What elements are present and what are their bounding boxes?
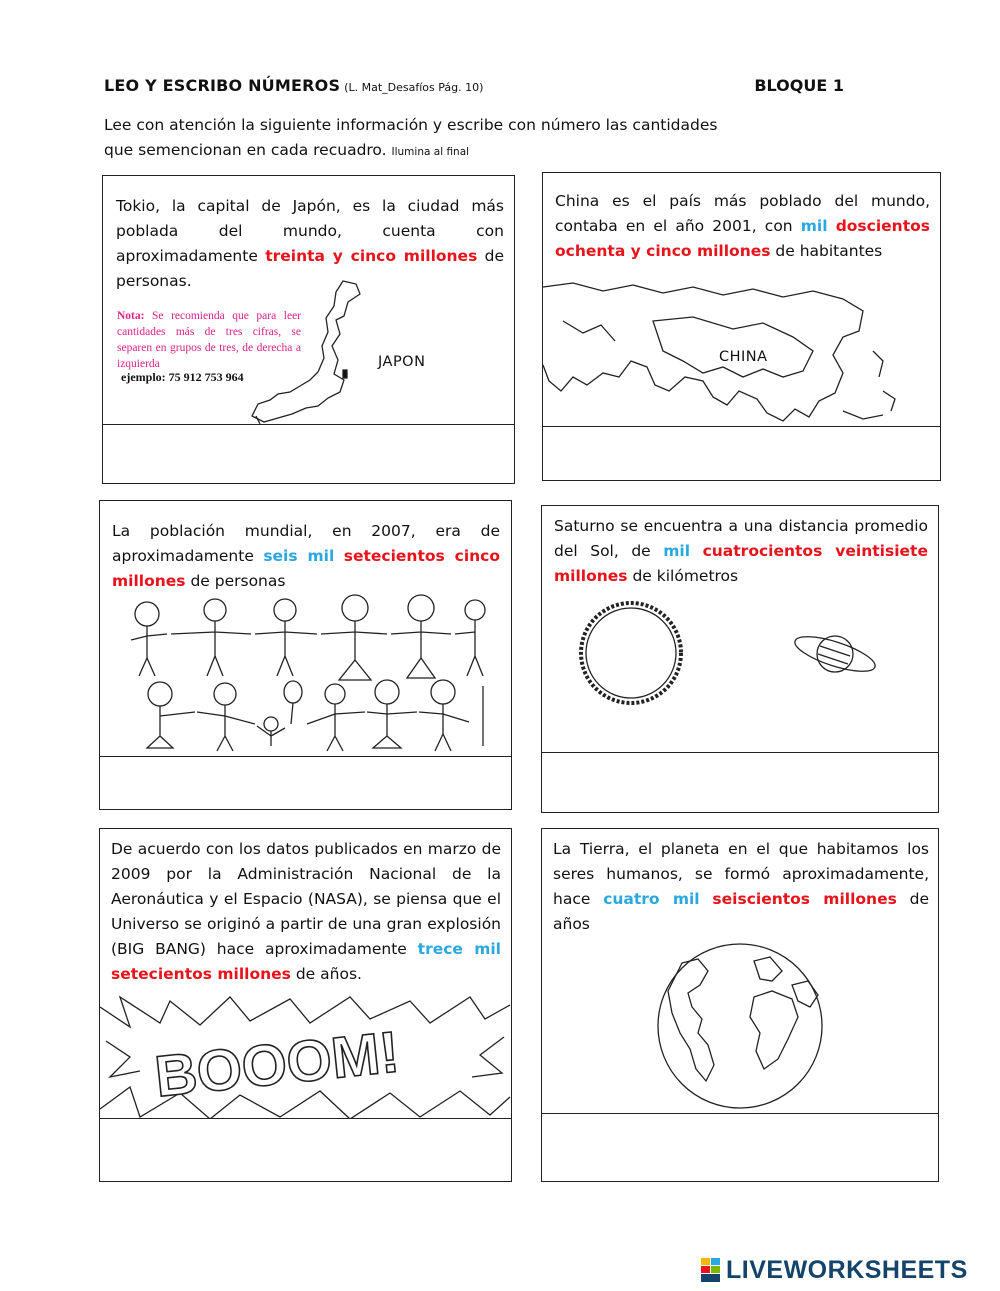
card-tokyo-post: de personas. xyxy=(116,247,504,290)
answer-box-universe[interactable] xyxy=(100,1118,511,1181)
card-saturn-pre: Saturno se encuentra a una distancia promedio del Sol, de xyxy=(554,517,928,560)
card-earth-quantity-blue: cuatro mil xyxy=(603,890,700,908)
answer-box-earth[interactable] xyxy=(542,1113,938,1181)
card-saturn-text xyxy=(554,514,928,589)
answer-box-china[interactable] xyxy=(543,426,940,480)
block-label: BLOQUE 1 xyxy=(754,76,844,95)
card-saturn-quantity-blue: mil xyxy=(663,542,691,560)
japan-map-icon xyxy=(248,276,368,424)
page-title: LEO Y ESCRIBO NÚMEROS xyxy=(104,76,341,95)
card-earth-text xyxy=(553,837,929,937)
sun-icon xyxy=(576,598,686,708)
instructions-line-1: Lee con atención la siguiente información y escribe con número las cantidades xyxy=(104,116,718,134)
card-china-text xyxy=(555,189,930,264)
card-world xyxy=(99,500,512,810)
header xyxy=(104,76,844,100)
people-holding-hands-icon xyxy=(125,596,495,751)
map-label-japan: JAPON xyxy=(378,354,426,370)
card-china-quantity-blue: mil xyxy=(800,217,828,235)
card-china-pre: China es el país más poblado del mundo, contaba en el año 2001, con xyxy=(555,192,930,235)
card-saturn-quantity-red: cuatrocientos veintisiete millones xyxy=(554,542,928,585)
card-world-text xyxy=(112,519,500,594)
card-universe-quantity-blue: trece mil xyxy=(417,940,501,958)
card-tokyo-quantity: treinta y cinco millones xyxy=(265,247,478,265)
saturn-icon xyxy=(790,624,880,684)
note-label: Nota: xyxy=(117,310,145,322)
answer-box-world[interactable] xyxy=(100,756,511,809)
liveworksheets-logo[interactable] xyxy=(700,1256,968,1284)
card-earth xyxy=(541,828,939,1182)
card-universe-pre: De acuerdo con los datos publicados en marzo de 2009 por la Administración Nacional de la Aeronáutica y el Espacio (NASA), se piensa que el Universo se originó a partir de una gran explosión (BIG BANG) hace aproximadamente xyxy=(111,840,501,958)
instructions-line-2-text: que semencionan en cada recuadro. xyxy=(104,141,387,159)
boom-text: BOOOM! xyxy=(151,1019,403,1110)
card-china-post: de habitantes xyxy=(770,242,883,260)
answer-box-tokyo[interactable] xyxy=(103,424,514,483)
card-tokyo-pre: Tokio, la capital de Japón, es la ciudad más poblada del mundo, cuenta con aproximadamente xyxy=(116,197,504,265)
card-universe xyxy=(99,828,512,1182)
card-earth-post: de años xyxy=(553,890,929,933)
instructions-note: Ilumina al final xyxy=(391,146,470,158)
note-text: Se recomienda que para leer cantidades más de tres cifras, se separen en grupos de tres, de derecha a izquierda xyxy=(117,310,301,370)
card-universe-quantity-red: setecientos millones xyxy=(111,965,291,983)
card-world-pre: La población mundial, en 2007, era de aproximadamente xyxy=(112,522,500,565)
card-earth-quantity-red: seiscientos millones xyxy=(712,890,897,908)
card-earth-pre: La Tierra, el planeta en el que habitamos los seres humanos, se formó aproximadamente, hace xyxy=(553,840,929,908)
card-world-post: de personas xyxy=(185,572,286,590)
card-universe-text xyxy=(111,837,501,987)
card-universe-post: de años. xyxy=(290,965,362,983)
card-china-quantity-red: doscientos ochenta y cinco millones xyxy=(555,217,930,260)
instructions-line-2 xyxy=(104,138,804,165)
answer-box-saturn[interactable] xyxy=(542,752,938,812)
card-tokyo xyxy=(102,175,515,484)
earth-globe-icon xyxy=(642,941,838,1111)
map-label-china: CHINA xyxy=(719,349,768,365)
note-example: ejemplo: 75 912 753 964 xyxy=(121,370,244,384)
page-reference: (L. Mat_Desafíos Pág. 10) xyxy=(344,81,484,94)
card-saturn xyxy=(541,505,939,813)
card-saturn-post: de kilómetros xyxy=(627,567,739,585)
card-world-quantity-red: setecientos cinco millones xyxy=(112,547,501,590)
boom-explosion-icon xyxy=(100,997,510,1119)
instructions xyxy=(104,113,804,165)
card-china xyxy=(542,172,941,481)
card-world-quantity-blue: seis mil xyxy=(263,547,335,565)
liveworksheets-logo-text: LIVEWORKSHEETS xyxy=(726,1255,968,1284)
liveworksheets-logo-icon xyxy=(700,1257,722,1283)
